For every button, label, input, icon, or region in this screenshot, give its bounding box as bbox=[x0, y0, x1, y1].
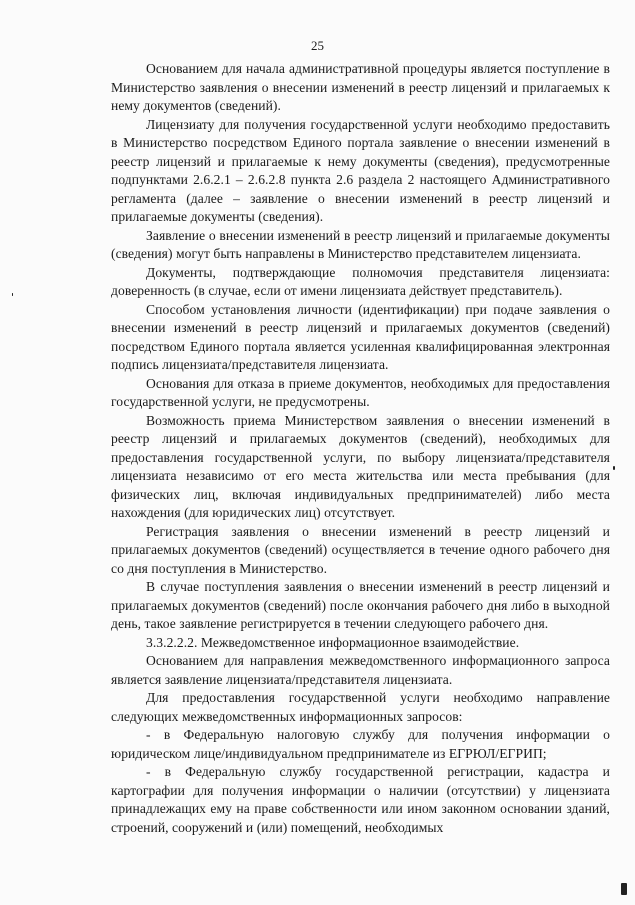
paragraph: Лицензиату для получения государственной услуги необходимо предоставить в Министерство посредством Единого портала заявление о внесении изменений в реестр лицензий и прилагаемые к нему документы (сведения), предусмотренные подпунктами 2.6.2.1 – 2.6.2.8 пункта 2.6 раздела 2 настоящего Административного регламента (далее – заявление о внесении изменений в реестр лицензий и прилагаемые документы (сведения). bbox=[111, 116, 610, 224]
paragraph: Заявление о внесении изменений в реестр лицензий и прилагаемые документы (сведения) могут быть направлены в Министерство представителем лицензиата. bbox=[111, 227, 610, 261]
paragraph: Документы, подтверждающие полномочия представителя лицензиата: доверенность (в случае, если от имени лицензиата действует представитель). bbox=[111, 264, 610, 298]
scan-artifact bbox=[12, 293, 13, 296]
paragraph: В случае поступления заявления о внесении изменений в реестр лицензий и прилагаемых документов (сведений) после окончания рабочего дня либо в выходной день, такое заявление регистрируется в течении следующего рабочего дня. bbox=[111, 579, 610, 631]
paragraph: Основанием для направления межведомственного информационного запроса является заявление лицензиата/представителя лицензиата. bbox=[111, 653, 610, 687]
paragraph: Основанием для начала административной процедуры является поступление в Министерство заявления о внесении изменений в реестр лицензий и прилагаемых к нему документов (сведений). bbox=[111, 61, 610, 113]
page-number: 25 bbox=[311, 38, 324, 53]
scan-artifact bbox=[621, 883, 627, 895]
list-item: - в Федеральную налоговую службу для получения информации о юридическом лице/индивидуальном предпринимателе из ЕГРЮЛ/ЕГРИП; bbox=[111, 727, 610, 761]
paragraph: Возможность приема Министерством заявления о внесении изменений в реестр лицензий и прилагаемых документов (сведений), необходимых для предоставления государственной услуги, по выбору лицензиата/представителя лицензиата независимо от его места жительства или места пребывания (для физических лиц, включая индивидуальных предпринимателей) либо места нахождения (для юридических лиц) отсутствует. bbox=[111, 412, 610, 520]
list-item: - в Федеральную службу государственной регистрации, кадастра и картографии для получения информации о наличии (отсутствии) у лицензиата принадлежащих ему на праве собственности или ином законном основании зданий, строений, сооружений и (или) помещений, необходимых bbox=[111, 764, 610, 835]
scan-artifact bbox=[613, 466, 615, 470]
paragraph: Для предоставления государственной услуги необходимо направление следующих межведомственных информационных запросов: bbox=[111, 690, 610, 724]
document-body bbox=[111, 60, 610, 837]
paragraph: Основания для отказа в приеме документов, необходимых для предоставления государственной услуги, не предусмотрены. bbox=[111, 375, 610, 409]
section-heading: 3.3.2.2.2. Межведомственное информационное взаимодействие. bbox=[146, 634, 520, 650]
paragraph: Способом установления личности (идентификации) при подаче заявления о внесении изменений в реестр лицензий и прилагаемых документов (сведений) посредством Единого портала является усиленная квалифицированная электронная подпись лицензиата/представителя лицензиата. bbox=[111, 301, 610, 372]
paragraph: Регистрация заявления о внесении изменений в реестр лицензий и прилагаемых документов (сведений) осуществляется в течение одного рабочего дня со дня поступления в Министерство. bbox=[111, 523, 610, 576]
